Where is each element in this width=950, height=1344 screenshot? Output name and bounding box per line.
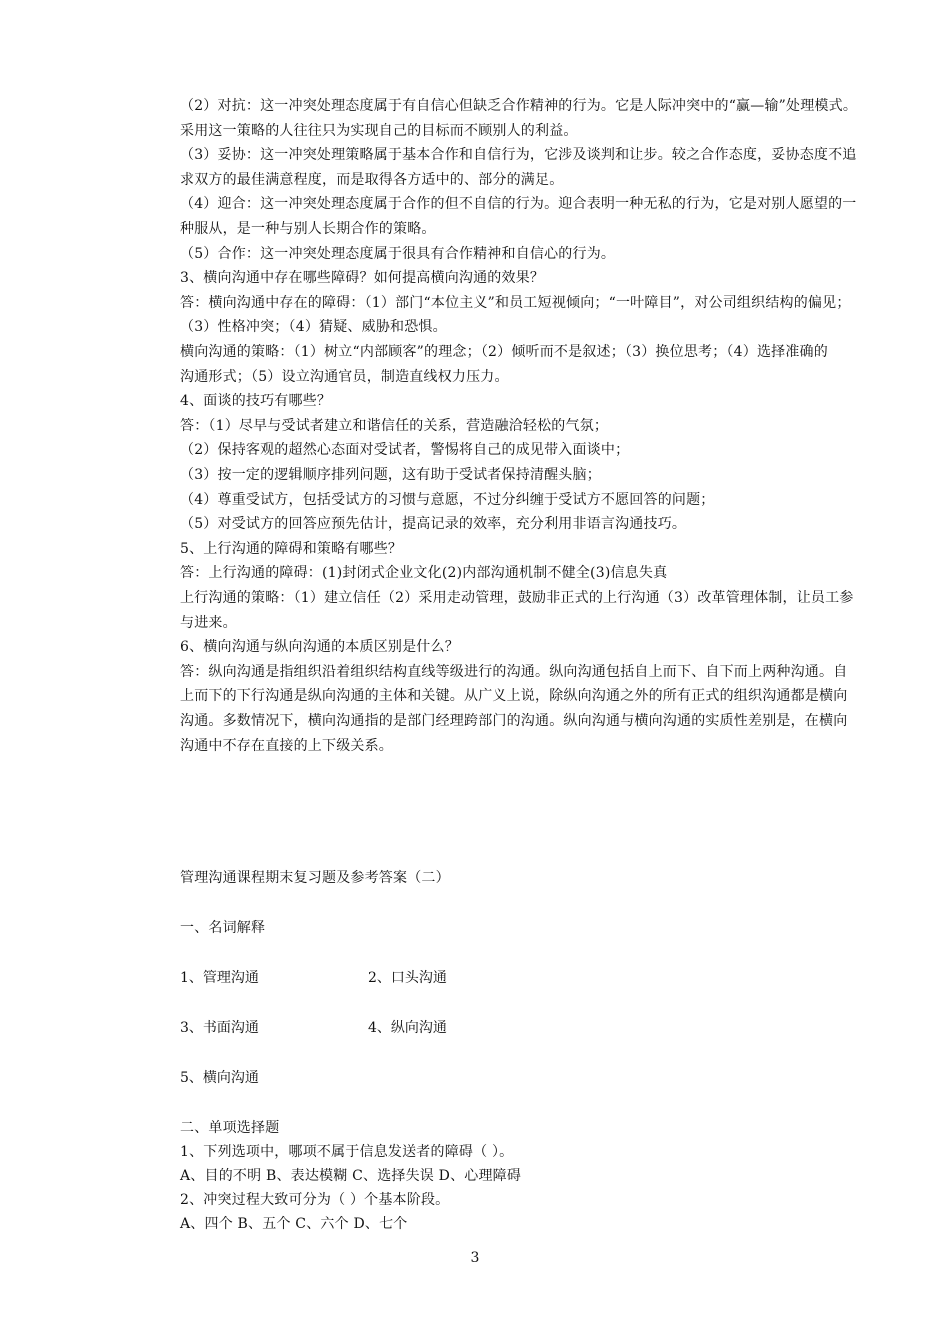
term-item: 5、横向沟通	[180, 1070, 259, 1086]
text-line: 答：纵向沟通是指组织沿着组织结构直线等级进行的沟通。纵向沟通包括自上而下、自下而上两种沟通。自	[180, 663, 848, 680]
question-line: 2、冲突过程大致可分为（ ）个基本阶段。	[180, 1192, 450, 1208]
term-item: 2、口头沟通	[368, 970, 447, 986]
text-line: （3）按一定的逻辑顺序排列问题，这有助于受试者保持清醒头脑；	[180, 467, 601, 483]
text-line: 3、横向沟通中存在哪些障碍？如何提高横向沟通的效果？	[180, 270, 545, 287]
term-item: 4、纵向沟通	[368, 1020, 447, 1036]
text-line: 横向沟通的策略：（1）树立“内部顾客”的理念；（2）倾听而不是叙述；（3）换位思考；（4）选择准确的	[180, 344, 828, 360]
question-line: A、四个 B、五个 C、六个 D、七个	[180, 1216, 408, 1232]
text-line: 种服从，是一种与别人长期合作的策略。	[180, 221, 436, 237]
text-line: （5）合作：这一冲突处理态度属于很具有合作精神和自信心的行为。	[180, 245, 616, 262]
term-item: 3、书面沟通	[180, 1020, 259, 1036]
text-line: （2）保持客观的超然心态面对受试者，警惕将自己的成见带入面谈中；	[180, 442, 630, 459]
text-line: 上而下的下行沟通是纵向沟通的主体和关键。从广义上说，除纵向沟通之外的所有正式的组织沟通都是横向	[180, 688, 848, 705]
text-line: （4）迎合：这一冲突处理态度属于合作的但不自信的行为。迎合表明一种无私的行为，它是对别人愿望的一	[180, 196, 857, 213]
part1-heading: 一、名词解释	[180, 920, 266, 936]
text-line: 沟通形式；（5）设立沟通官员，制造直线权力压力。	[180, 368, 509, 385]
text-line: 6、横向沟通与纵向沟通的本质区别是什么？	[180, 639, 459, 656]
text-line: 沟通。多数情况下，横向沟通指的是部门经理跨部门的沟通。纵向沟通与横向沟通的实质性差别是，在横向	[180, 713, 848, 729]
text-line: 答：（1）尽早与受试者建立和谐信任的关系，营造融洽轻松的气氛；	[180, 417, 609, 434]
text-line: 与进来。	[180, 614, 237, 631]
text-line: 5、上行沟通的障碍和策略有哪些？	[180, 540, 403, 557]
text-line: （3）妥协：这一冲突处理策略属于基本合作和自信行为，它涉及谈判和让步。较之合作态度，妥协态度不追	[180, 147, 857, 164]
text-line: 答：横向沟通中存在的障碍：（1）部门“本位主义”和员工短视倾向；“一叶障目”，对公司组织结构的偏见；	[180, 294, 851, 311]
section-title: 管理沟通课程期末复习题及参考答案（二）	[180, 870, 450, 886]
part2-heading: 二、单项选择题	[180, 1120, 280, 1136]
text-line: （4）尊重受试方，包括受试方的习惯与意愿，不过分纠缠于受试方不愿回答的问题；	[180, 491, 715, 508]
question-line: A、目的不明 B、表达模糊 C、选择失误 D、心理障碍	[180, 1168, 522, 1184]
text-line: 4、面谈的技巧有哪些？	[180, 393, 332, 410]
text-line: 求双方的最佳满意程度，而是取得各方适中的、部分的满足。	[180, 171, 564, 188]
question-line: 1、下列选项中，哪项不属于信息发送者的障碍（ ）。	[180, 1144, 514, 1160]
text-line: （5）对受试方的回答应预先估计，提高记录的效率，充分利用非语言沟通技巧。	[180, 516, 687, 533]
text-line: 沟通中不存在直接的上下级关系。	[180, 737, 393, 754]
text-line: 采用这一策略的人往往只为实现自己的目标而不顾别人的利益。	[180, 122, 578, 139]
text-line: （2）对抗：这一冲突处理态度属于有自信心但缺乏合作精神的行为。它是人际冲突中的“赢—输”处理模式。	[180, 98, 858, 114]
text-line: （3）性格冲突；（4）猜疑、威胁和恐惧。	[180, 319, 447, 336]
term-item: 1、管理沟通	[180, 970, 259, 986]
page-number: 3	[470, 1250, 480, 1266]
text-line: 答：上行沟通的障碍：(1)封闭式企业文化(2)内部沟通机制不健全(3)信息失真	[180, 565, 668, 582]
text-line: 上行沟通的策略：（1）建立信任（2）采用走动管理，鼓励非正式的上行沟通（3）改革管理体制，让员工参	[180, 590, 854, 606]
